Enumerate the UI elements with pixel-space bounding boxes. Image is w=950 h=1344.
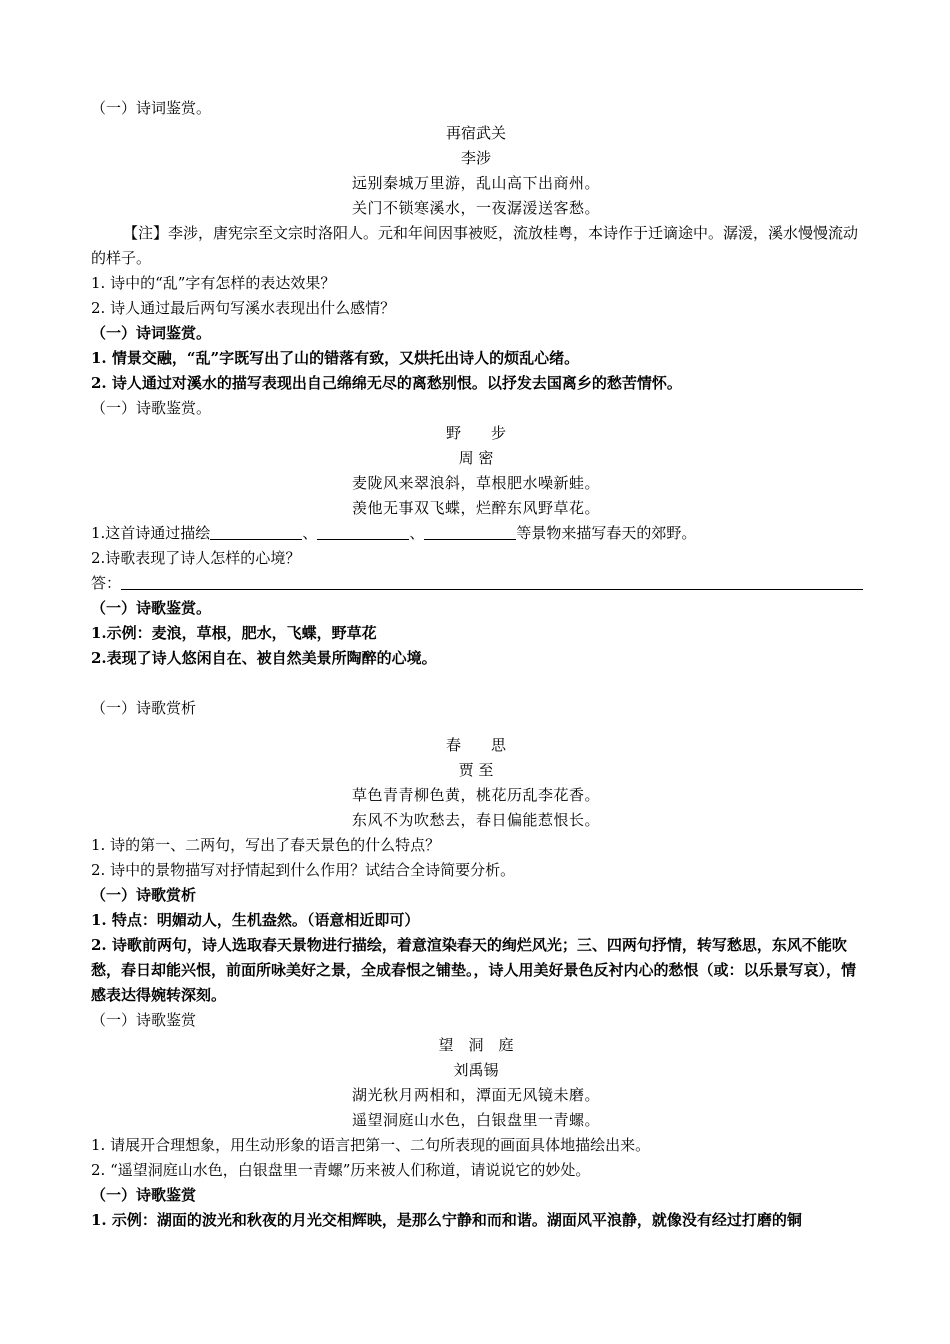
poem-author: 周 密 xyxy=(458,449,494,467)
poem-line: 关门不锁寒溪水，一夜潺湲送客愁。 xyxy=(351,199,600,217)
separator: 、 xyxy=(302,524,318,542)
fill-blank[interactable] xyxy=(317,523,409,540)
question: 2. “遥望洞庭山水色，白银盘里一青螺”历来被人们称道，请说说它的妙处。 xyxy=(91,1161,591,1179)
question-text: 等景物来描写春天的郊野。 xyxy=(516,524,697,542)
document-page xyxy=(91,96,861,1233)
poem-title: 再宿武关 xyxy=(445,124,506,142)
question: 2.诗歌表现了诗人怎样的心境？ xyxy=(91,549,301,567)
spacer xyxy=(91,721,861,733)
answer: 2. 诗人通过对溪水的描写表现出自己绵绵无尽的离愁别恨。以抒发去国离乡的愁苦情怀。 xyxy=(91,374,682,392)
answer: 1. 示例：湖面的波光和秋夜的月光交相辉映，是那么宁静和而和谐。湖面风平浪静，就像没有经过打磨的铜 xyxy=(91,1211,802,1229)
question: 1. 请展开合理想象，用生动形象的语言把第一、二句所表现的画面具体地描绘出来。 xyxy=(91,1136,651,1154)
answer-header: （一）诗歌赏析 xyxy=(91,886,197,904)
poem-line: 湖光秋月两相和，潭面无风镜未磨。 xyxy=(351,1086,600,1104)
answer: 1. 情景交融，“乱”字既写出了山的错落有致，又烘托出诗人的烦乱心绪。 xyxy=(91,349,580,367)
section-header: （一）诗歌鉴赏。 xyxy=(91,399,212,417)
poem-author: 刘禹锡 xyxy=(453,1061,499,1079)
poem-author: 贾 至 xyxy=(458,761,494,779)
question-text: 1.这首诗通过描绘 xyxy=(91,524,211,542)
poem-line: 远别秦城万里游，乱山高下出商州。 xyxy=(351,174,600,192)
question: 1. 诗中的“乱”字有怎样的表达效果？ xyxy=(91,274,336,292)
answer-header: （一）诗歌鉴赏。 xyxy=(91,599,212,617)
answer: 1.示例：麦浪，草根，肥水，飞蝶，野草花 xyxy=(91,624,377,642)
poem-line: 羡他无事双飞蝶，烂醉东风野草花。 xyxy=(351,499,600,517)
poem-line: 草色青青柳色黄，桃花历乱李花香。 xyxy=(351,786,600,804)
poem-line: 东风不为吹愁去，春日偏能惹恨长。 xyxy=(351,811,600,829)
spacer xyxy=(91,671,861,696)
question: 1. 诗的第一、二两句，写出了春天景色的什么特点？ xyxy=(91,836,441,854)
answer-header: （一）诗歌鉴赏 xyxy=(91,1186,197,1204)
answer: 1. 特点：明媚动人，生机盎然。（语意相近即可） xyxy=(91,911,420,929)
fill-blank[interactable] xyxy=(424,523,516,540)
answer-label: 答： xyxy=(91,574,122,592)
section-header: （一）诗词鉴赏。 xyxy=(91,99,212,117)
question: 2. 诗中的景物描写对抒情起到什么作用？试结合全诗简要分析。 xyxy=(91,861,516,879)
separator: 、 xyxy=(409,524,425,542)
poem-line: 麦陇风来翠浪斜，草根肥水噪新蛙。 xyxy=(351,474,600,492)
poem-line: 遥望洞庭山水色，白银盘里一青螺。 xyxy=(351,1111,600,1129)
poem-title: 野 步 xyxy=(445,424,506,442)
fill-blank[interactable] xyxy=(210,523,302,540)
poem-title: 望 洞 庭 xyxy=(438,1036,514,1054)
answer-field xyxy=(91,571,861,596)
poem-author: 李涉 xyxy=(460,149,491,167)
poem-note: 【注】李涉，唐宪宗至文宗时洛阳人。元和年间因事被贬，流放桂粤，本诗作于迁谪途中。潺湲，溪水慢慢流动的样子。 xyxy=(91,224,859,267)
answer: 2. 诗歌前两句，诗人选取春天景物进行描绘，着意渲染春天的绚烂风光；三、四两句抒情，转写愁思，东风不能吹愁，春日却能兴恨，前面所咏美好之景，全成春恨之铺垫。，诗人用美好景色反衬内心的愁恨（或：以乐景写哀），情感表达得婉转深刻。 xyxy=(91,936,857,1004)
section-header: （一）诗歌鉴赏 xyxy=(91,1011,197,1029)
answer-header: （一）诗词鉴赏。 xyxy=(91,324,212,342)
answer-blank[interactable] xyxy=(121,573,863,590)
question: 2. 诗人通过最后两句写溪水表现出什么感情？ xyxy=(91,299,396,317)
poem-title: 春 思 xyxy=(445,736,506,754)
question-fill-blank xyxy=(91,521,861,546)
answer: 2.表现了诗人悠闲自在、被自然美景所陶醉的心境。 xyxy=(91,649,437,667)
section-header: （一）诗歌赏析 xyxy=(91,699,197,717)
